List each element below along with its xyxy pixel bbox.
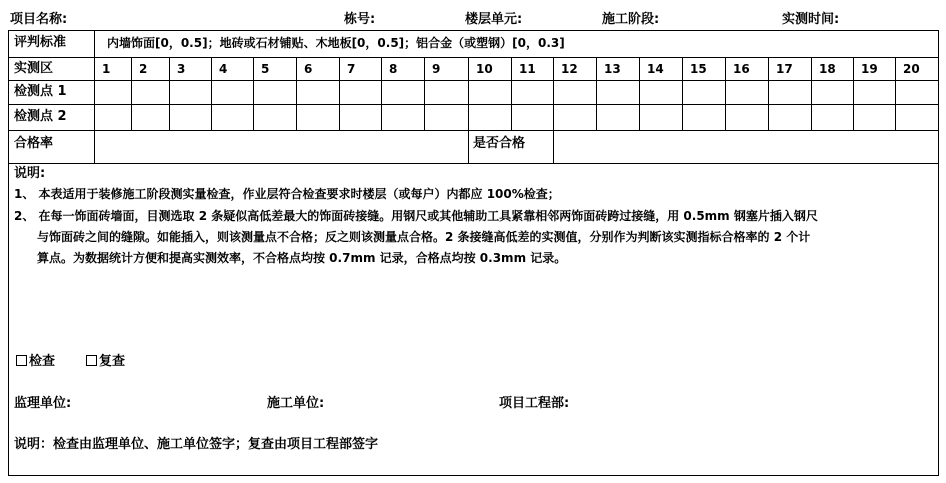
point1-zone-cell[interactable] [597,81,639,104]
zone-number: 7 [347,62,356,76]
point1-zone-cell[interactable] [812,81,853,104]
point1-zone-cell[interactable] [132,81,169,104]
zone-number: 1 [102,62,111,76]
measure-time-label: 实测时间: [782,12,840,27]
point1-zone-cell[interactable] [212,81,253,104]
point1-zone-cell[interactable] [896,81,938,104]
zone-number: 14 [647,62,664,76]
zone-number: 9 [432,62,441,76]
footer-note: 说明：检查由监理单位、施工单位签字；复查由项目工程部签字 [14,437,379,452]
point1-zone-cell[interactable] [425,81,468,104]
point2-zone-cell[interactable] [640,105,682,130]
point2-zone-cell[interactable] [297,105,339,130]
row-divider [8,57,939,58]
recheck-label: 复查 [99,354,126,369]
point1-zone-cell[interactable] [854,81,895,104]
point1-zone-cell[interactable] [469,81,511,104]
zone-number: 10 [476,62,493,76]
point1-zone-cell[interactable] [170,81,211,104]
recheck-checkbox[interactable] [86,355,97,366]
point2-zone-cell[interactable] [812,105,853,130]
zone-number: 2 [139,62,148,76]
construction-unit-label: 施工单位: [267,396,325,411]
point2-zone-cell[interactable] [469,105,511,130]
check-label: 检查 [29,354,56,369]
zone-number: 6 [304,62,313,76]
zone-number: 3 [177,62,186,76]
pass-rate-value-cell[interactable] [95,131,467,162]
point1-zone-cell[interactable] [95,81,131,104]
pass-rate-label: 合格率 [14,136,54,151]
notes-title: 说明: [14,166,46,181]
project-dept-label: 项目工程部: [499,396,570,411]
zone-number: 18 [819,62,836,76]
zone-number: 20 [903,62,920,76]
zone-number: 19 [861,62,878,76]
point2-zone-cell[interactable] [726,105,768,130]
point1-zone-cell[interactable] [769,81,811,104]
point2-zone-cell[interactable] [597,105,639,130]
point1-zone-cell[interactable] [340,81,381,104]
point2-zone-cell[interactable] [382,105,424,130]
recheck-option[interactable] [86,354,125,370]
point2-zone-cell[interactable] [683,105,725,130]
point1-zone-cell[interactable] [726,81,768,104]
point1-zone-cell[interactable] [640,81,682,104]
row-divider [8,163,939,164]
note-item-2-line-3: 算点。为数据统计方便和提高实测效率，不合格点均按 0.7mm 记录，合格点均按 0.3mm 记录。 [37,251,567,265]
point2-zone-cell[interactable] [340,105,381,130]
note-item-1: 1、 本表适用于装修施工阶段测实量检查，作业层符合检查要求时楼层（或每户）内都应 100%检查； [14,187,560,201]
point1-zone-cell[interactable] [554,81,596,104]
building-no-label: 栋号: [344,12,376,27]
zone-number: 5 [261,62,270,76]
column-divider [468,130,469,163]
point2-zone-cell[interactable] [170,105,211,130]
zone-number: 4 [219,62,228,76]
point1-zone-cell[interactable] [512,81,553,104]
point2-zone-cell[interactable] [95,105,131,130]
point2-label: 检测点 2 [14,109,67,124]
point1-label: 检测点 1 [14,84,67,99]
project-name-label: 项目名称: [10,12,68,27]
supervision-unit-label: 监理单位: [14,396,72,411]
check-option[interactable] [16,354,55,370]
zone-number: 17 [776,62,793,76]
qualified-value-cell[interactable] [554,131,938,162]
qualified-label: 是否合格 [473,136,526,151]
point1-zone-cell[interactable] [254,81,296,104]
point1-zone-cell[interactable] [683,81,725,104]
zone-number: 13 [604,62,621,76]
point2-zone-cell[interactable] [554,105,596,130]
point2-zone-cell[interactable] [425,105,468,130]
point2-zone-cell[interactable] [512,105,553,130]
zone-number: 12 [561,62,578,76]
zone-number: 11 [519,62,536,76]
criteria-text: 内墙饰面[0，0.5]；地砖或石材铺贴、木地板[0，0.5]；铝合金（或塑钢）[0，0.3] [107,36,565,50]
point1-zone-cell[interactable] [382,81,424,104]
point2-zone-cell[interactable] [212,105,253,130]
point2-zone-cell[interactable] [254,105,296,130]
point1-zone-cell[interactable] [297,81,339,104]
zone-number: 16 [733,62,750,76]
construction-stage-label: 施工阶段: [602,12,660,27]
criteria-label: 评判标准 [14,35,67,50]
note-item-2-line-2: 与饰面砖之间的缝隙。如能插入，则该测量点不合格；反之则该测量点合格。2 条接缝高低差的实测值，分别作为判断该实测指标合格率的 2 个计 [37,230,811,244]
point2-zone-cell[interactable] [854,105,895,130]
zone-number: 8 [389,62,398,76]
note-item-2-line-1: 2、 在每一饰面砖墙面，目测选取 2 条疑似高低差最大的饰面砖接缝。用钢尺或其他辅助工具紧靠相邻两饰面砖跨过接缝，用 0.5mm 钢塞片插入钢尺 [14,209,818,223]
zone-number: 15 [690,62,707,76]
area-label: 实测区 [14,61,54,76]
check-checkbox[interactable] [16,355,27,366]
point2-zone-cell[interactable] [769,105,811,130]
floor-unit-label: 楼层单元: [465,12,523,27]
point2-zone-cell[interactable] [132,105,169,130]
point2-zone-cell[interactable] [896,105,938,130]
